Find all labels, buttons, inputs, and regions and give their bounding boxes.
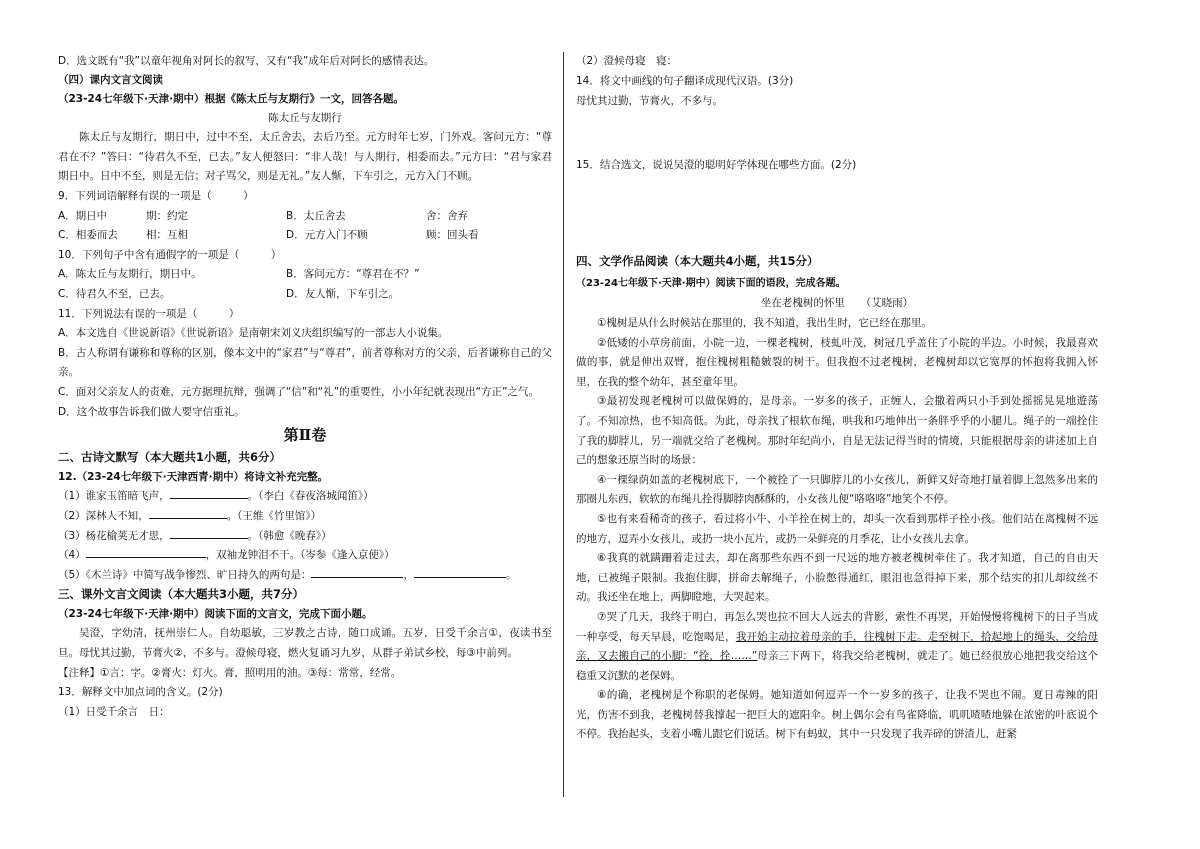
answer-space [576,176,1098,252]
q12-2-source: 。（王维《竹里馆》） [226,509,322,522]
passage-intro: （23-24七年级下·天津·期中）根据《陈太丘与友期行》一文，回答各题。 [58,93,405,105]
q9-option-b: B．太丘舍去 [286,209,346,222]
q11-option-a: A．本文选自《世说新语》《世说新语》是南朝宋刘义庆组织编写的一部志人小说集。 [58,327,449,340]
q11-option-c: C．面对父亲友人的责难，元方据理抗辩，强调了“信”和“礼”的重要性，小小年纪就表现出“方正”之气。 [58,385,539,398]
q12-1-source: 。（李白《春夜洛城闻笛》） [247,490,374,503]
passage-3-intro: （23-24七年级下·天津·期中）阅读下面的文言文，完成下面小题。 [58,607,373,620]
q12-item-2 [58,507,552,527]
question-9: 9．下列词语解释有误的一项是（ ） [58,190,254,202]
answer-space [576,112,1098,156]
blank-line [170,488,248,499]
q12-4-source: ，双袖龙钟泪不干。（岑参《逢入京使》） [205,549,395,562]
left-column [58,52,552,722]
q9-option-b-def: 舍：舍弃 [426,209,468,222]
q12-5-prompt: （5）《木兰诗》中简写战争惨烈、旷日持久的两句是： [58,568,312,581]
q9-option-c: C．相委而去 [58,229,118,242]
q11-option-b: B．古人称谓有谦称和尊称的区别，像本文中的“家君”与“尊君”，前者尊称对方的父亲，后者谦称自己的父亲。 [58,346,552,379]
blank-line [414,567,506,578]
paragraph-7-start: ⑦哭了几天，我终于明白，再怎么哭也拉不回大人远去的背影，索性不再哭，开始慢慢将槐树下的日子当成一种享受，每天早晨，吃饱喝足， [576,610,1098,643]
passage-title: 陈太丘与友期行 [268,112,342,124]
q8-option-d: D．选文既有“我”以童年视角对阿长的叙写，又有“我”成年后对阿长的感情表达。 [58,55,435,67]
question-10: 10．下列句子中含有通假字的一项是（ ） [58,248,282,261]
paragraph-7-underlined: 我开始主动拉着母亲的手，往槐树下走。走至树下，拾起地上的绳头，交给母亲，又去搬自己的小脚：“拴，拴……” [576,630,1098,663]
q10-option-a: A．陈太丘与友期行，期日中。 [58,268,202,281]
q10-options-cd [58,285,552,305]
section-heading-4: 四、文学作品阅读（本大题共4小题，共15分） [576,254,819,268]
passage-3-notes: 【注释】①言：字。②膏火：灯火。膏，照明用的油。③每：常常，经常。 [58,666,402,679]
q10-options-ab [58,265,552,285]
question-12: 12.（23-24七年级下·天津西青·期中）将诗文补充完整。 [58,470,329,483]
q9-option-d: D．元方入门不顾 [286,229,368,242]
q12-3-source: 。（韩愈《晚春》） [247,529,332,542]
section-heading-3: 三、课外文言文阅读（本大题共3小题，共7分） [58,587,305,602]
volume-heading: 第Ⅱ卷 [283,426,327,445]
question-15: 15．结合选文，说说吴澄的聪明好学体现在哪些方面。(2分) [576,159,857,171]
q12-2-prompt: （2）深林人不知， [58,509,149,522]
paragraph-7 [576,608,1098,686]
q13-item-2: （2）澄候母寝 寝： [576,55,678,67]
q10-option-d: D．友人惭，下车引之。 [286,287,400,300]
paragraph-2: ②低矮的小草房前面，小院一边，一棵老槐树，枝虬叶茂，树冠几乎盖住了小院的半边。小时候，我最喜欢做的事，就是伸出双臂，抱住槐树粗糙皴裂的树干。但我抱不过老槐树，老槐树却以它宽厚的怀抱将我拥入怀里，在我的整个幼年，甚至童年里。 [576,336,1098,388]
q9-option-c-def: 相：互相 [146,229,188,242]
passage-title: 坐在老槐树的怀里 （艾晓雨） [760,297,914,309]
q9-option-d-def: 顾：回头看 [426,229,479,242]
passage-text: 陈太丘与友期行，期日中，过中不至，太丘舍去，去后乃至。元方时年七岁，门外戏。客问元方：“尊君在不？”答曰：“待君久不至，已去。”友人便怒曰：“非人哉！与人期行，相委而去。”元方曰：“君与家君期日中。日中不至，则是无信；对子骂父，则是无礼。”友人惭，下车引之，元方入门不顾。 [58,131,552,183]
q12-4-prompt: （4） [58,549,86,562]
q9-options-ab [58,207,552,227]
q12-item-4 [58,546,552,566]
question-11: 11．下列说法有误的一项是（ ） [58,307,240,320]
section-heading-2: 二、古诗文默写（本大题共1小题，共6分） [58,450,282,465]
paragraph-1: ①槐树是从什么时候站在那里的，我不知道，我出生时，它已经在那里。 [597,317,932,329]
question-13: 13．解释文中加点词的含义。(2分) [58,686,223,699]
q9-options-cd [58,226,552,246]
column-divider [563,52,564,797]
paragraph-6: ⑥我真的就蹒跚着走过去，却在离那些东西不到一尺远的地方被老槐树牵住了。我才知道，自己的自由天地，已被绳子限制。我抱住脚，拼命去解绳子，小脸憋得通红，眼泪也急得掉下来，那个结实的扣儿却纹丝不动。我还坐在地上，两脚瞪地，大哭起来。 [576,552,1098,604]
paragraph-3: ③最初发现老槐树可以做保姆的，是母亲。一岁多的孩子，正缠人，会撒着两只小手到处摇摇晃晃地遊荡了。不知凉热，也不知高低。为此，母亲找了根软布绳，哄我和巧地伸出一条胖乎乎的小腿儿。绳子的一端拴住了我的脚脖儿，另一端就交给了老槐树。那时年纪尚小，自是无法记得当时的情境，只能根据母亲的讲述加上自己的想象还原当时的场景： [576,395,1098,467]
q13-item-1: （1）日受千余言 日： [58,705,170,718]
q10-option-b: B．客问元方：“尊君在不？” [286,268,420,281]
q12-5-sep: ， [403,568,414,581]
paragraph-4: ④一棵绿荫如盖的老槐树底下，一个被拴了一只脚脖儿的小女孩儿，新鲜又好奇地打量着脚上忽然多出来的那圈儿东西，软软的布绳儿拴得脚脖肉酥酥的，小女孩儿便“咯咯咯”地笑个不停。 [576,473,1098,506]
q14-sentence: 母忧其过勤，节膏火，不多与。 [576,95,723,107]
q9-option-a-def: 期：约定 [146,209,188,222]
blank-line [170,528,248,539]
paragraph-8: ⑧的确，老槐树是个称职的老保姆。她知道如何逗弄一个一岁多的孩子，让我不哭也不闹。夏日毒辣的阳光，伤害不到我，老槐树替我撑起一把巨大的遮阳伞。树上偶尔会有鸟雀降临，叽叽喳喳地躲在浓密的叶底说个不停。我抬起头，支着小嘴儿跟它们说话。树下有蚂蚁，其中一只发现了我弄碎的饼渣儿，赶紧 [576,689,1098,741]
q9-option-a: A．期日中 [58,209,108,222]
q12-1-prompt: （1）谁家玉笛暗飞声， [58,490,170,503]
passage-3-text: 吴澄，字幼清，抚州崇仁人。自幼聪敏，三岁教之古诗，随口成诵。五岁，日受千余言①，夜读书至旦。母忧其过勤，节膏火②，不多与。澄候母寝，燃火复诵习九岁，从群子弟试乡校，每③中前列。 [58,627,552,660]
section-heading-4: （四）课内文言文阅读 [58,74,163,86]
question-14: 14．将文中画线的句子翻译成现代汉语。(3分) [576,75,794,87]
blank-line [86,547,206,558]
q10-option-c: C．待君久不至，已去。 [58,287,171,300]
blank-line [149,508,227,519]
right-column [576,52,1098,766]
q12-5-end: 。 [505,568,517,581]
passage-intro: （23-24七年级下·天津·期中）阅读下面的语段，完成各题。 [576,278,846,289]
blank-line [311,567,403,578]
q11-option-d: D．这个故事告诉我们做人要守信重礼。 [58,405,245,418]
q12-3-prompt: （3）杨花榆荚无才思， [58,529,170,542]
q12-item-3 [58,527,552,547]
paragraph-7-end: 母亲三下两下，将我交给老槐树，就走了。她已经很放心地把我交给这个稳重又沉默的老保姆。 [576,650,1098,682]
q12-item-5 [58,566,552,586]
q12-item-1 [58,487,552,507]
paragraph-5: ⑤也有来看稀奇的孩子，看过将小牛、小羊拴在树上的，却头一次看到那样子拴小孩。他们站在离槐树不远的地方，逗弄小女孩儿，或扔一块小瓦片，或扔一朵鲜亮的月季花，让小女孩儿去拿。 [576,512,1098,545]
